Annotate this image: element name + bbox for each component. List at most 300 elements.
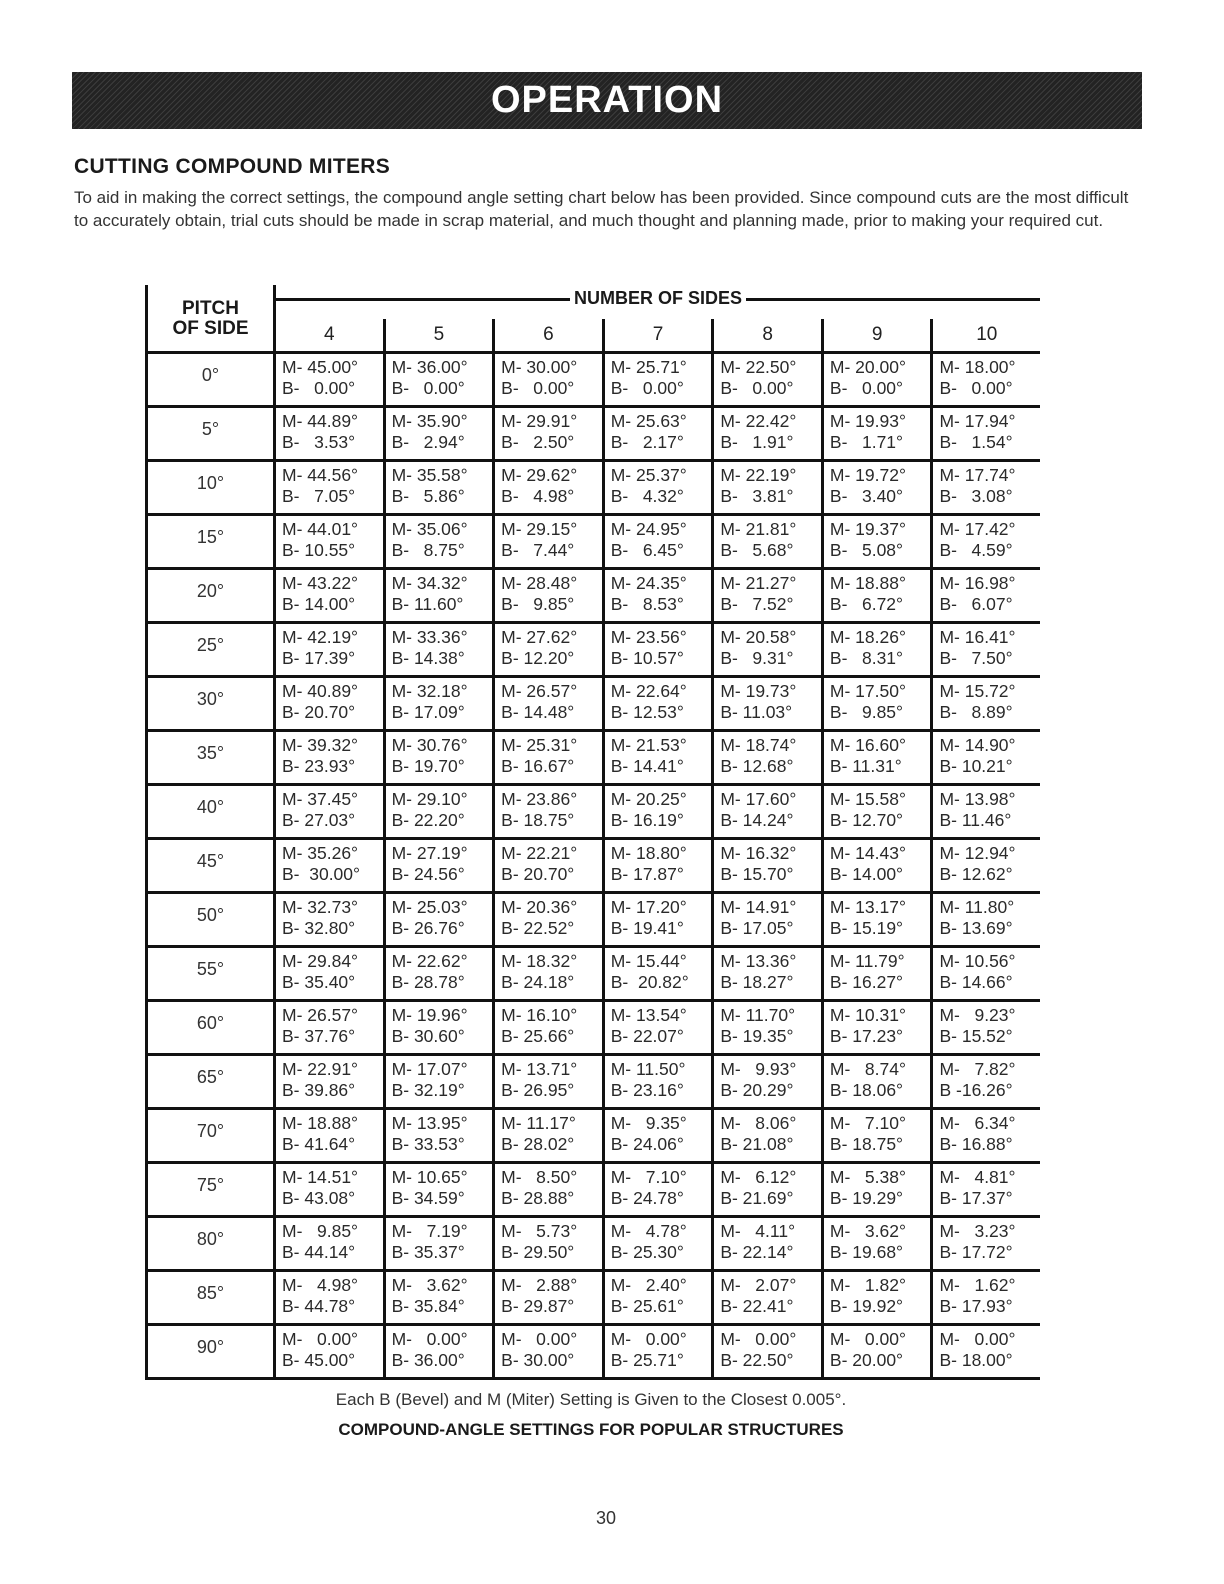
- bevel-setting: B- 9.85°: [501, 594, 575, 614]
- setting-cell: [383, 624, 493, 675]
- table-row: [148, 894, 1040, 948]
- pitch-value: 35°: [196, 743, 225, 763]
- miter-setting: M- 44.56°: [282, 465, 359, 485]
- setting-cell: [930, 1056, 1040, 1107]
- setting-cell: [602, 840, 712, 891]
- bevel-setting: B- 3.81°: [720, 486, 794, 506]
- miter-setting: M- 22.64°: [610, 681, 687, 701]
- setting-cell: [711, 1110, 821, 1161]
- setting-cell: [383, 786, 493, 837]
- setting-cell: [492, 1002, 602, 1053]
- miter-setting: M- 0.00°: [391, 1329, 468, 1349]
- bevel-setting: B- 11.46°: [939, 810, 1012, 830]
- setting-cells: [273, 1272, 1040, 1323]
- setting-cell: [821, 786, 931, 837]
- sides-title-wrap: [276, 288, 1040, 309]
- setting-cell: [711, 948, 821, 999]
- setting-cell: [602, 786, 712, 837]
- miter-setting: M- 13.17°: [829, 897, 906, 917]
- miter-setting: M- 20.00°: [829, 357, 906, 377]
- bevel-setting: B- 0.00°: [610, 378, 684, 398]
- setting-cell: [821, 840, 931, 891]
- setting-cells: [273, 462, 1040, 513]
- side-count-5: 5: [383, 319, 493, 351]
- setting-cells: [273, 786, 1040, 837]
- setting-cell: [602, 624, 712, 675]
- miter-setting: M- 8.06°: [720, 1113, 797, 1133]
- setting-cells: [273, 624, 1040, 675]
- setting-cells: [273, 516, 1040, 567]
- bevel-setting: B- 17.37°: [939, 1188, 1013, 1208]
- setting-cell: [602, 354, 712, 405]
- miter-setting: M- 39.32°: [282, 735, 359, 755]
- setting-cell: [383, 840, 493, 891]
- bevel-setting: B- 15.70°: [720, 864, 794, 884]
- bevel-setting: B- 17.39°: [282, 648, 356, 668]
- miter-setting: M- 6.12°: [720, 1167, 797, 1187]
- setting-cell: [930, 678, 1040, 729]
- miter-setting: M- 14.43°: [829, 843, 906, 863]
- setting-cells: [273, 1164, 1040, 1215]
- pitch-value: 70°: [196, 1121, 225, 1141]
- setting-cell: [930, 732, 1040, 783]
- miter-setting: M- 29.10°: [391, 789, 468, 809]
- intro-paragraph: To aid in making the correct settings, the compound angle setting chart below has been provided. Since compound cuts are the most difficult to accurately obtain, trial cuts should be made in scrap material, and much thought and planning made, prior to making your required cut.: [74, 188, 1129, 230]
- setting-cell: [821, 462, 931, 513]
- setting-cell: [276, 894, 383, 945]
- miter-setting: M- 25.63°: [610, 411, 687, 431]
- pitch-header-line2: OF SIDE: [172, 318, 249, 339]
- pitch-value: 40°: [196, 797, 225, 817]
- miter-setting: M- 19.72°: [829, 465, 906, 485]
- bevel-setting: B- 0.00°: [501, 378, 575, 398]
- miter-setting: M- 22.21°: [501, 843, 578, 863]
- pitch-value: 85°: [196, 1283, 225, 1303]
- side-count-9: 9: [821, 319, 931, 351]
- miter-setting: M- 45.00°: [282, 357, 359, 377]
- bevel-setting: B- 7.05°: [282, 486, 356, 506]
- setting-cell: [602, 894, 712, 945]
- table-row: [148, 948, 1040, 1002]
- setting-cell: [383, 732, 493, 783]
- miter-setting: M- 18.80°: [610, 843, 687, 863]
- table-row: [148, 1272, 1040, 1326]
- setting-cell: [492, 894, 602, 945]
- miter-setting: M- 22.50°: [720, 357, 797, 377]
- bevel-setting: B- 30.60°: [391, 1026, 465, 1046]
- miter-setting: M- 23.86°: [501, 789, 578, 809]
- setting-cell: [930, 1272, 1040, 1323]
- setting-cell: [276, 732, 383, 783]
- side-count-4: 4: [324, 324, 335, 345]
- bevel-setting: B- 11.03°: [720, 702, 793, 722]
- bevel-setting: B- 24.06°: [610, 1134, 684, 1154]
- miter-setting: M- 15.44°: [610, 951, 687, 971]
- miter-setting: M- 16.10°: [501, 1005, 578, 1025]
- bevel-setting: B- 23.93°: [282, 756, 356, 776]
- miter-setting: M- 5.73°: [501, 1221, 578, 1241]
- bevel-setting: B- 16.88°: [939, 1134, 1013, 1154]
- miter-setting: M- 7.82°: [939, 1059, 1016, 1079]
- miter-setting: M- 6.34°: [939, 1113, 1016, 1133]
- bevel-setting: B- 14.66°: [939, 972, 1013, 992]
- bevel-setting: B- 45.00°: [282, 1350, 356, 1370]
- setting-cell: [821, 1164, 931, 1215]
- miter-setting: M- 13.98°: [939, 789, 1016, 809]
- setting-cell: [602, 570, 712, 621]
- table-row: [148, 624, 1040, 678]
- setting-cell: [276, 1164, 383, 1215]
- setting-cell: [383, 894, 493, 945]
- bevel-setting: B- 20.82°: [610, 972, 689, 992]
- miter-setting: M- 4.81°: [939, 1167, 1016, 1187]
- pitch-value: 10°: [196, 473, 225, 493]
- miter-setting: M- 11.17°: [501, 1113, 576, 1133]
- bevel-setting: B- 14.00°: [829, 864, 904, 884]
- bevel-setting: B- 5.08°: [829, 540, 904, 560]
- miter-setting: M- 0.00°: [501, 1329, 578, 1349]
- setting-cell: [930, 948, 1040, 999]
- bevel-setting: B- 37.76°: [282, 1026, 356, 1046]
- setting-cell: [821, 678, 931, 729]
- setting-cell: [276, 408, 383, 459]
- bevel-setting: B- 6.72°: [829, 594, 904, 614]
- bevel-setting: B- 17.93°: [939, 1296, 1013, 1316]
- table-row: [148, 1218, 1040, 1272]
- pitch-value: 15°: [196, 527, 225, 547]
- page-number: 30: [595, 1508, 617, 1528]
- table-row: [148, 786, 1040, 840]
- bevel-setting: B- 20.70°: [282, 702, 356, 722]
- setting-cell: [930, 1218, 1040, 1269]
- setting-cell: [711, 1164, 821, 1215]
- chart-body: [148, 354, 1040, 1380]
- miter-setting: M- 17.42°: [939, 519, 1016, 539]
- miter-setting: M- 15.58°: [829, 789, 906, 809]
- bevel-setting: B- 18.00°: [939, 1350, 1013, 1370]
- miter-setting: M- 0.00°: [610, 1329, 687, 1349]
- pitch-header-line1: PITCH: [182, 298, 239, 319]
- setting-cell: [602, 678, 712, 729]
- bevel-setting: B- 43.08°: [282, 1188, 356, 1208]
- setting-cell: [930, 1326, 1040, 1377]
- setting-cell: [821, 894, 931, 945]
- setting-cell: [711, 624, 821, 675]
- miter-setting: M- 10.31°: [829, 1005, 906, 1025]
- setting-cell: [821, 354, 931, 405]
- bevel-setting: B- 35.84°: [391, 1296, 465, 1316]
- bevel-setting: B- 11.60°: [391, 594, 464, 614]
- setting-cell: [821, 732, 931, 783]
- setting-cell: [492, 516, 602, 567]
- side-count-10: 10: [930, 319, 1040, 351]
- setting-cell: [930, 354, 1040, 405]
- setting-cell: [276, 678, 383, 729]
- bevel-setting: B- 21.69°: [720, 1188, 794, 1208]
- bevel-setting: B- 19.35°: [720, 1026, 794, 1046]
- bevel-setting: B- 15.19°: [829, 918, 904, 938]
- miter-setting: M- 12.94°: [939, 843, 1016, 863]
- pitch-value: 75°: [196, 1175, 225, 1195]
- setting-cell: [821, 1110, 931, 1161]
- table-row: [148, 516, 1040, 570]
- bevel-setting: B- 2.17°: [610, 432, 684, 452]
- setting-cell: [492, 948, 602, 999]
- bevel-setting: B- 14.00°: [282, 594, 356, 614]
- bevel-setting: B- 16.67°: [501, 756, 575, 776]
- setting-cells: [273, 732, 1040, 783]
- setting-cell: [711, 732, 821, 783]
- setting-cell: [276, 624, 383, 675]
- miter-setting: M- 19.96°: [391, 1005, 468, 1025]
- table-row: [148, 1110, 1040, 1164]
- table-row: [148, 1326, 1040, 1380]
- table-row: [148, 354, 1040, 408]
- miter-setting: M- 2.88°: [501, 1275, 578, 1295]
- pitch-value: 80°: [196, 1229, 225, 1249]
- miter-setting: M- 16.98°: [939, 573, 1016, 593]
- setting-cell: [492, 462, 602, 513]
- bevel-setting: B- 35.37°: [391, 1242, 465, 1262]
- bevel-setting: B- 2.50°: [501, 432, 575, 452]
- miter-setting: M- 24.95°: [610, 519, 687, 539]
- table-row: [148, 462, 1040, 516]
- bevel-setting: B- 16.27°: [829, 972, 904, 992]
- miter-setting: M- 29.91°: [501, 411, 578, 431]
- bevel-setting: B- 14.24°: [720, 810, 794, 830]
- setting-cell: [383, 1002, 493, 1053]
- setting-cell: [383, 948, 493, 999]
- bevel-setting: B- 30.00°: [282, 864, 361, 884]
- side-count-6: 6: [492, 319, 602, 351]
- bevel-setting: B- 39.86°: [282, 1080, 356, 1100]
- bevel-setting: B- 19.92°: [829, 1296, 904, 1316]
- bevel-setting: B- 25.66°: [501, 1026, 575, 1046]
- miter-setting: M- 34.32°: [391, 573, 468, 593]
- table-row: [148, 732, 1040, 786]
- setting-cell: [276, 1326, 383, 1377]
- miter-setting: M- 40.89°: [282, 681, 359, 701]
- pitch-value: 30°: [196, 689, 225, 709]
- bevel-setting: B- 1.71°: [829, 432, 904, 452]
- miter-setting: M- 35.06°: [391, 519, 468, 539]
- bevel-setting: B- 23.16°: [610, 1080, 684, 1100]
- setting-cell: [821, 1272, 931, 1323]
- pitch-value: 45°: [196, 851, 225, 871]
- setting-cell: [930, 462, 1040, 513]
- chart-caption: COMPOUND-ANGLE SETTINGS FOR POPULAR STRUCTURES: [338, 1420, 844, 1439]
- miter-setting: M- 32.18°: [391, 681, 468, 701]
- bevel-setting: B- 22.50°: [720, 1350, 794, 1370]
- bevel-setting: B- 29.50°: [501, 1242, 575, 1262]
- setting-cell: [276, 516, 383, 567]
- bevel-setting: B- 41.64°: [282, 1134, 356, 1154]
- bevel-setting: B- 28.78°: [391, 972, 465, 992]
- miter-setting: M- 35.26°: [282, 843, 359, 863]
- miter-setting: M- 13.54°: [610, 1005, 687, 1025]
- bevel-setting: B- 24.56°: [391, 864, 465, 884]
- setting-cell: [930, 1002, 1040, 1053]
- bevel-setting: B- 36.00°: [391, 1350, 465, 1370]
- bevel-setting: B- 32.80°: [282, 918, 356, 938]
- number-of-sides-title: NUMBER OF SIDES: [570, 288, 746, 308]
- setting-cells: [273, 1326, 1040, 1377]
- miter-setting: M- 33.36°: [391, 627, 468, 647]
- miter-setting: M- 37.45°: [282, 789, 359, 809]
- miter-setting: M- 32.73°: [282, 897, 359, 917]
- miter-setting: M- 9.85°: [282, 1221, 359, 1241]
- pitch-value: 65°: [196, 1067, 225, 1087]
- miter-setting: M- 2.07°: [720, 1275, 797, 1295]
- setting-cell: [711, 786, 821, 837]
- setting-cell: [492, 1056, 602, 1107]
- setting-cell: [602, 1218, 712, 1269]
- bevel-setting: B- 30.00°: [501, 1350, 575, 1370]
- bevel-setting: B- 21.08°: [720, 1134, 794, 1154]
- setting-cell: [276, 1218, 383, 1269]
- setting-cell: [821, 1056, 931, 1107]
- bevel-setting: B- 35.40°: [282, 972, 356, 992]
- setting-cell: [383, 516, 493, 567]
- setting-cell: [821, 408, 931, 459]
- bevel-setting: B- 4.98°: [501, 486, 575, 506]
- miter-setting: M- 29.84°: [282, 951, 359, 971]
- bevel-setting: B- 3.53°: [282, 432, 356, 452]
- miter-setting: M- 28.48°: [501, 573, 578, 593]
- table-row: [148, 678, 1040, 732]
- setting-cell: [492, 1272, 602, 1323]
- setting-cell: [492, 840, 602, 891]
- miter-setting: M- 19.37°: [829, 519, 906, 539]
- pitch-value: 20°: [196, 581, 225, 601]
- bevel-setting: B- 10.21°: [939, 756, 1013, 776]
- bevel-setting: B- 24.18°: [501, 972, 575, 992]
- miter-setting: M- 43.22°: [282, 573, 359, 593]
- miter-setting: M- 27.62°: [501, 627, 578, 647]
- setting-cell: [711, 1002, 821, 1053]
- pitch-value: 60°: [196, 1013, 225, 1033]
- miter-setting: M- 15.72°: [939, 681, 1016, 701]
- bevel-setting: B- 12.70°: [829, 810, 904, 830]
- miter-setting: M- 11.70°: [720, 1005, 796, 1025]
- miter-setting: M- 7.19°: [391, 1221, 468, 1241]
- setting-cell: [711, 570, 821, 621]
- pitch-value: 90°: [196, 1337, 225, 1357]
- miter-setting: M- 18.88°: [282, 1113, 359, 1133]
- miter-setting: M- 10.65°: [391, 1167, 468, 1187]
- bevel-setting: B- 17.09°: [391, 702, 465, 722]
- setting-cell: [492, 1326, 602, 1377]
- bevel-setting: B- 12.53°: [610, 702, 684, 722]
- setting-cell: [602, 408, 712, 459]
- pitch-value: 5°: [201, 419, 220, 439]
- setting-cell: [821, 516, 931, 567]
- bevel-setting: B- 2.94°: [391, 432, 465, 452]
- table-row: [148, 570, 1040, 624]
- miter-setting: M- 7.10°: [610, 1167, 687, 1187]
- setting-cell: [930, 408, 1040, 459]
- miter-setting: M- 18.00°: [939, 357, 1016, 377]
- setting-cell: [821, 948, 931, 999]
- setting-cell: [821, 624, 931, 675]
- setting-cell: [711, 1218, 821, 1269]
- miter-setting: M- 18.88°: [829, 573, 906, 593]
- miter-setting: M- 4.78°: [610, 1221, 687, 1241]
- miter-setting: M- 0.00°: [720, 1329, 797, 1349]
- setting-cell: [711, 840, 821, 891]
- miter-setting: M- 44.01°: [282, 519, 359, 539]
- miter-setting: M- 11.80°: [939, 897, 1015, 917]
- miter-setting: M- 16.60°: [829, 735, 906, 755]
- setting-cell: [821, 1002, 931, 1053]
- chart-header-row: [148, 285, 1040, 354]
- setting-cells: [273, 894, 1040, 945]
- bevel-setting: B- 6.07°: [939, 594, 1013, 614]
- miter-setting: M- 19.73°: [720, 681, 797, 701]
- table-row: [148, 840, 1040, 894]
- bevel-setting: B- 29.87°: [501, 1296, 575, 1316]
- miter-setting: M- 22.19°: [720, 465, 797, 485]
- setting-cell: [602, 1002, 712, 1053]
- setting-cell: [383, 1326, 493, 1377]
- miter-setting: M- 9.35°: [610, 1113, 687, 1133]
- setting-cell: [276, 1056, 383, 1107]
- setting-cell: [492, 786, 602, 837]
- bevel-setting: B- 14.38°: [391, 648, 465, 668]
- miter-setting: M- 26.57°: [501, 681, 578, 701]
- bevel-setting: B- 8.53°: [610, 594, 684, 614]
- miter-setting: M- 25.03°: [391, 897, 468, 917]
- miter-setting: M- 1.82°: [829, 1275, 906, 1295]
- miter-setting: M- 23.56°: [610, 627, 687, 647]
- bevel-setting: B- 25.61°: [610, 1296, 684, 1316]
- setting-cells: [273, 570, 1040, 621]
- miter-setting: M- 25.71°: [610, 357, 687, 377]
- bevel-setting: B- 5.68°: [720, 540, 794, 560]
- miter-setting: M- 9.93°: [720, 1059, 797, 1079]
- setting-cell: [821, 1218, 931, 1269]
- bevel-setting: B- 4.59°: [939, 540, 1013, 560]
- miter-setting: M- 21.53°: [610, 735, 687, 755]
- setting-cells: [273, 1056, 1040, 1107]
- setting-cell: [602, 1164, 712, 1215]
- setting-cells: [273, 678, 1040, 729]
- pitch-value: 55°: [196, 959, 225, 979]
- table-row: [148, 1002, 1040, 1056]
- miter-setting: M- 16.32°: [720, 843, 797, 863]
- bevel-setting: B- 10.55°: [282, 540, 356, 560]
- miter-setting: M- 3.62°: [829, 1221, 906, 1241]
- setting-cell: [276, 354, 383, 405]
- miter-setting: M- 17.07°: [391, 1059, 468, 1079]
- miter-setting: M- 10.56°: [939, 951, 1016, 971]
- miter-setting: M- 14.51°: [282, 1167, 359, 1187]
- setting-cell: [276, 462, 383, 513]
- bevel-setting: B- 0.00°: [720, 378, 794, 398]
- bevel-setting: B- 22.41°: [720, 1296, 794, 1316]
- bevel-setting: B- 8.75°: [391, 540, 465, 560]
- side-count-row: [276, 319, 1040, 351]
- bevel-setting: B- 18.75°: [829, 1134, 904, 1154]
- miter-setting: M- 8.50°: [501, 1167, 578, 1187]
- bevel-setting: B- 18.27°: [720, 972, 794, 992]
- setting-cell: [383, 1218, 493, 1269]
- section-banner: [72, 72, 1142, 129]
- setting-cells: [273, 354, 1040, 405]
- setting-cell: [492, 354, 602, 405]
- bevel-setting: B- 8.31°: [829, 648, 904, 668]
- bevel-setting: B- 33.53°: [391, 1134, 465, 1154]
